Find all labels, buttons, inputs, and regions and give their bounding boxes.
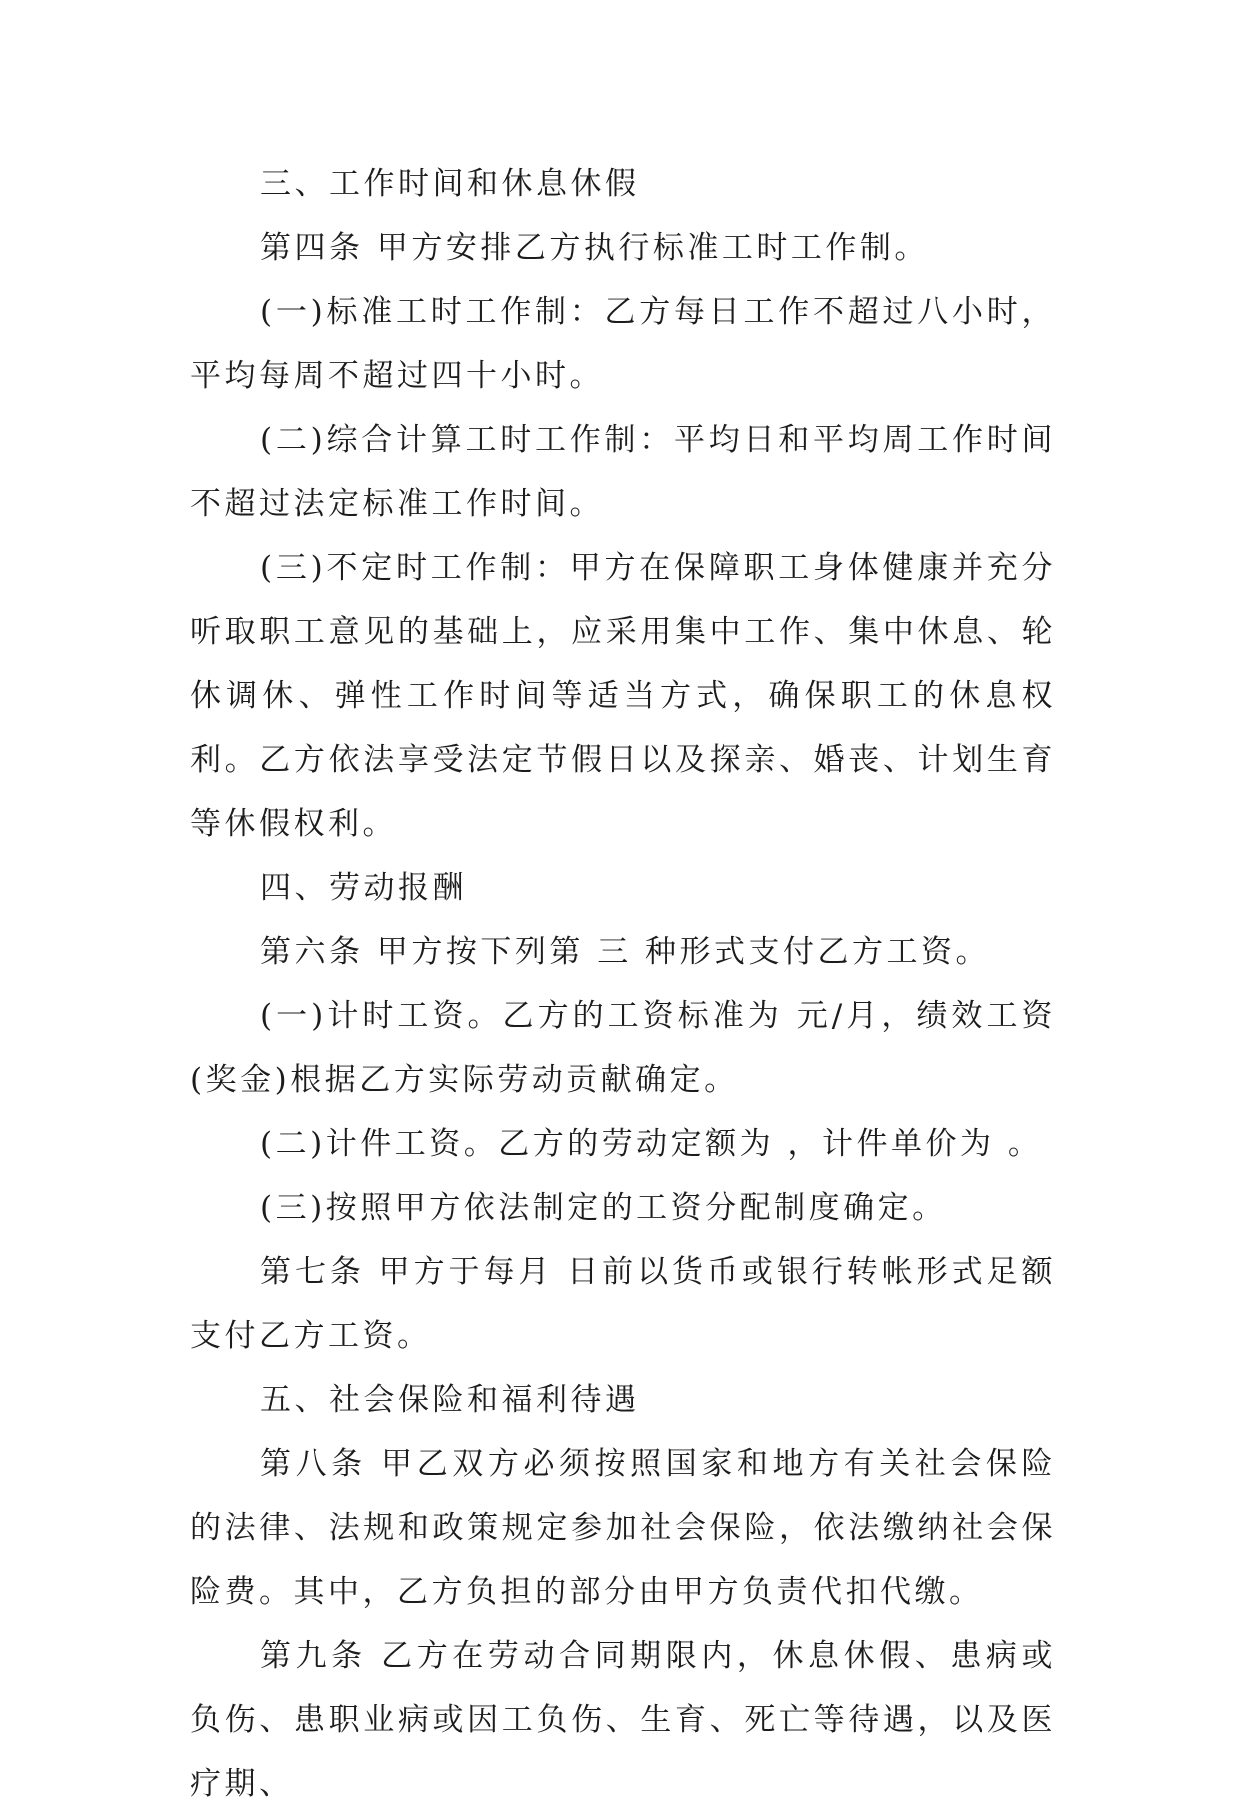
- article-6-item-2: (二)计件工资。乙方的劳动定额为 ，计件单价为 。: [260, 1126, 1043, 1162]
- article-6: 第六条 甲方按下列第 三 种形式支付乙方工资。: [260, 934, 991, 970]
- article-8: 第八条 甲乙双方必须按照国家和地方有关社会保险的法律、法规和政策规定参加社会保险，依法缴纳社会保险费。其中，乙方负担的部分由甲方负责代扣代缴。: [190, 1446, 1056, 1610]
- article-4-item-2: (二)综合计算工时工作制：平均日和平均周工作时间不超过法定标准工作时间。: [190, 422, 1056, 522]
- article-6-item-1: (一)计时工资。乙方的工资标准为 元/月，绩效工资(奖金)根据乙方实际劳动贡献确定。: [190, 998, 1056, 1098]
- article-4-item-3: (三)不定时工作制：甲方在保障职工身体健康并充分听取职工意见的基础上，应采用集中工作、集中休息、轮休调休、弹性工作时间等适当方式，确保职工的休息权利。乙方依法享受法定节假日以及探亲、婚丧、计划生育等休假权利。: [190, 550, 1056, 842]
- article-7: 第七条 甲方于每月 日前以货币或银行转帐形式足额支付乙方工资。: [190, 1254, 1056, 1354]
- article-9: 第九条 乙方在劳动合同期限内，休息休假、患病或负伤、患职业病或因工负伤、生育、死亡等待遇，以及医疗期、: [190, 1638, 1056, 1802]
- article-6-item-3: (三)按照甲方依法制定的工资分配制度确定。: [260, 1190, 947, 1226]
- article-4-item-1: (一)标准工时工作制：乙方每日工作不超过八小时，平均每周不超过四十小时。: [190, 294, 1056, 394]
- document-body: [190, 152, 1056, 1816]
- article-4: 第四条 甲方安排乙方执行标准工时工作制。: [260, 230, 929, 266]
- section-heading-social-insurance: 五、社会保险和福利待遇: [260, 1382, 640, 1418]
- section-heading-remuneration: 四、劳动报酬: [260, 870, 467, 906]
- section-heading-work-hours: 三、工作时间和休息休假: [260, 166, 640, 202]
